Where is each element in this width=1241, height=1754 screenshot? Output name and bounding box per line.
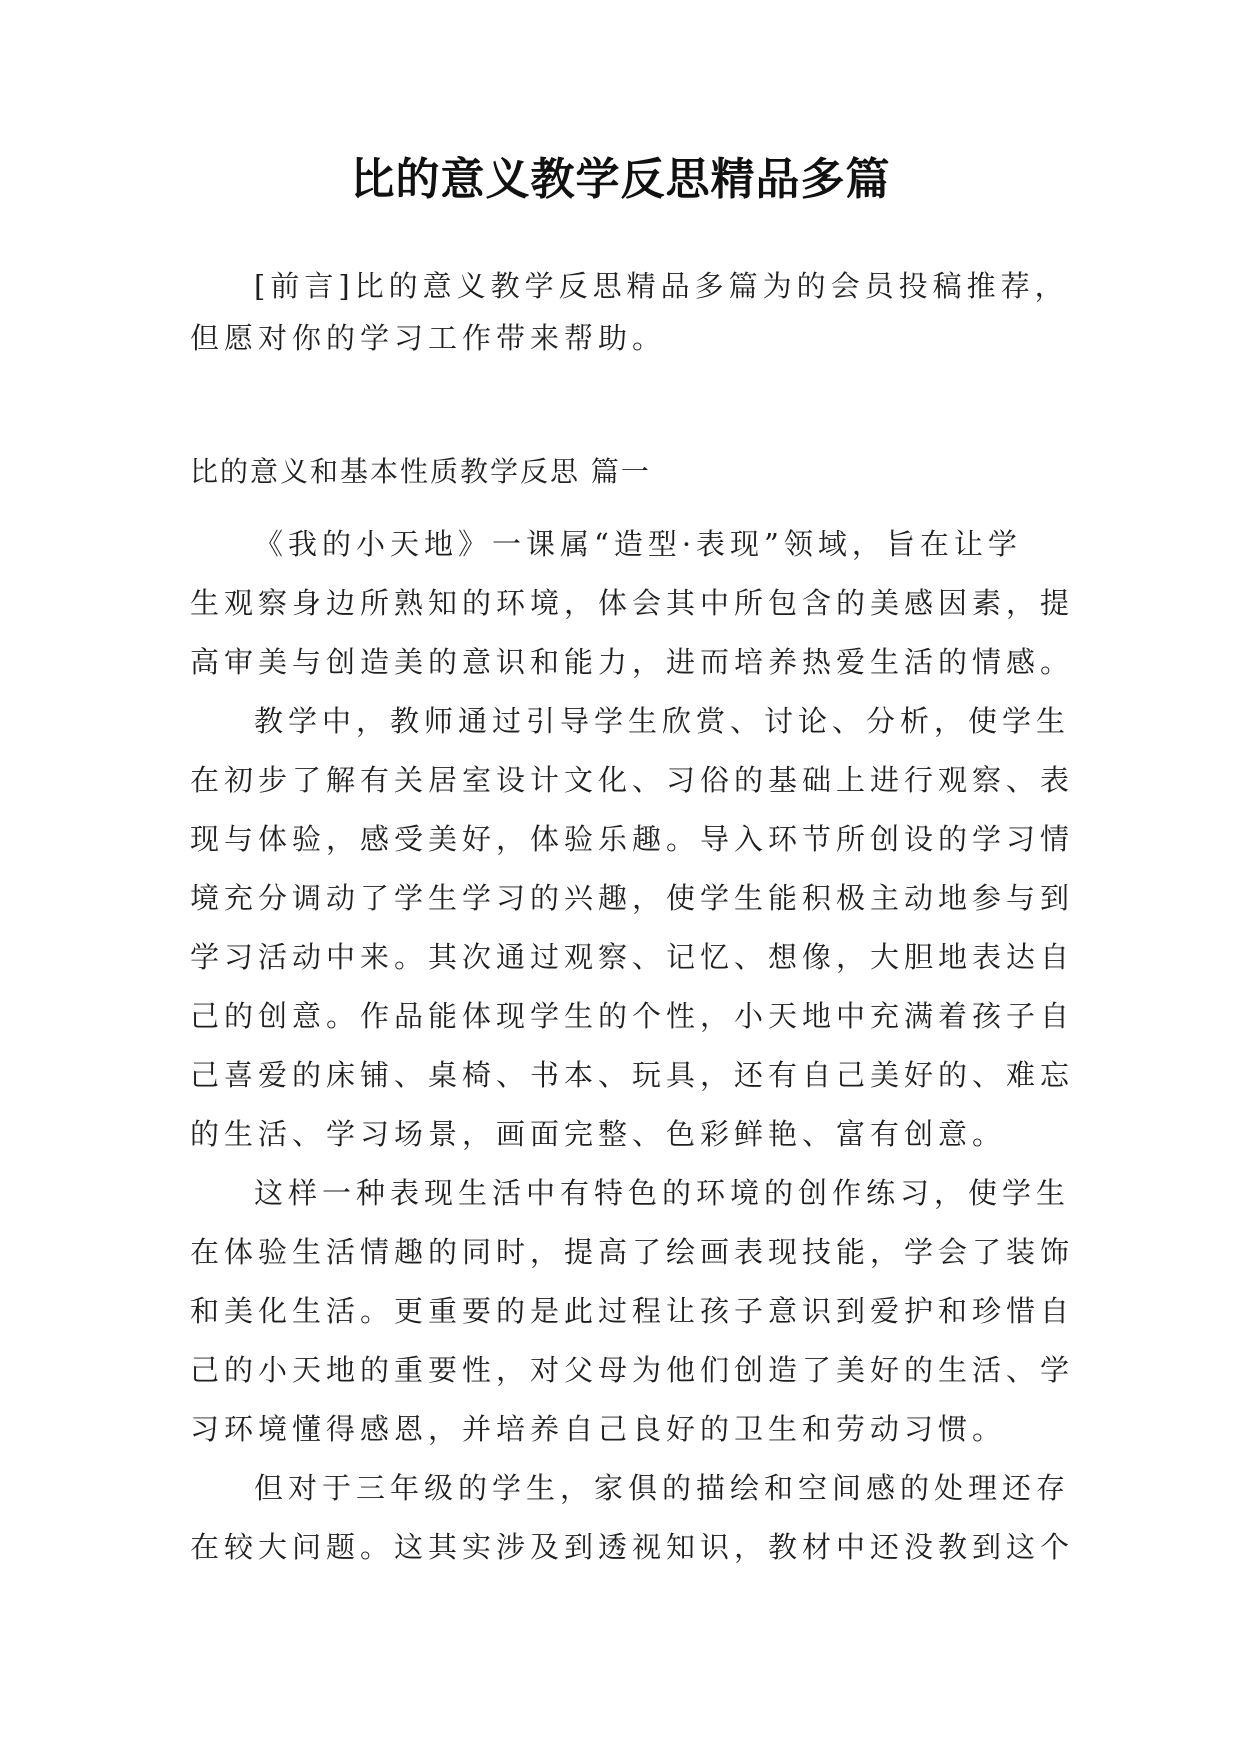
paragraph-line: 在较大问题。这其实涉及到透视知识，教材中还没教到这个 bbox=[190, 1530, 1075, 1564]
paragraph-line: 的生活、学习场景，画面完整、色彩鲜艳、富有创意。 bbox=[190, 1117, 1007, 1151]
paragraph-line: 《我的小天地》一课属“造型·表现”领域，旨在让学 bbox=[254, 527, 1022, 561]
paragraph-line: 高审美与创造美的意识和能力，进而培养热爱生活的情感。 bbox=[190, 645, 1075, 679]
paragraph-line: 生观察身边所熟知的环境，体会其中所包含的美感因素，提 bbox=[190, 586, 1075, 620]
paragraph-line: 现与体验，感受美好，体验乐趣。导入环节所创设的学习情 bbox=[190, 822, 1075, 856]
paragraph-line: 和美化生活。更重要的是此过程让孩子意识到爱护和珍惜自 bbox=[190, 1294, 1075, 1328]
paragraph-line: 在初步了解有关居室设计文化、习俗的基础上进行观察、表 bbox=[190, 763, 1075, 797]
paragraph-line: 己的小天地的重要性，对父母为他们创造了美好的生活、学 bbox=[190, 1353, 1075, 1387]
document-title: 比的意义教学反思精品多篇 bbox=[350, 154, 891, 205]
paragraph-line: 己的创意。作品能体现学生的个性，小天地中充满着孩子自 bbox=[190, 999, 1075, 1033]
paragraph-line: 己喜爱的床铺、桌椅、书本、玩具，还有自己美好的、难忘 bbox=[190, 1058, 1075, 1092]
preface-line: 但愿对你的学习工作带来帮助。 bbox=[190, 321, 667, 355]
paragraph-line: 境充分调动了学生学习的兴趣，使学生能积极主动地参与到 bbox=[190, 881, 1075, 915]
preface-line: [前言]比的意义教学反思精品多篇为的会员投稿推荐， bbox=[254, 269, 1069, 303]
paragraph-line: 学习活动中来。其次通过观察、记忆、想像，大胆地表达自 bbox=[190, 940, 1075, 974]
paragraph-line: 在体验生活情趣的同时，提高了绘画表现技能，学会了装饰 bbox=[190, 1235, 1075, 1269]
paragraph-line: 但对于三年级的学生，家俱的描绘和空间感的处理还存 bbox=[254, 1471, 1071, 1505]
paragraph-line: 教学中，教师通过引导学生欣赏、讨论、分析，使学生 bbox=[254, 704, 1071, 738]
paragraph-line: 习环境懂得感恩，并培养自己良好的卫生和劳动习惯。 bbox=[190, 1412, 1007, 1446]
section-heading: 比的意义和基本性质教学反思 篇一 bbox=[190, 455, 651, 488]
paragraph-line: 这样一种表现生活中有特色的环境的创作练习，使学生 bbox=[254, 1176, 1071, 1210]
